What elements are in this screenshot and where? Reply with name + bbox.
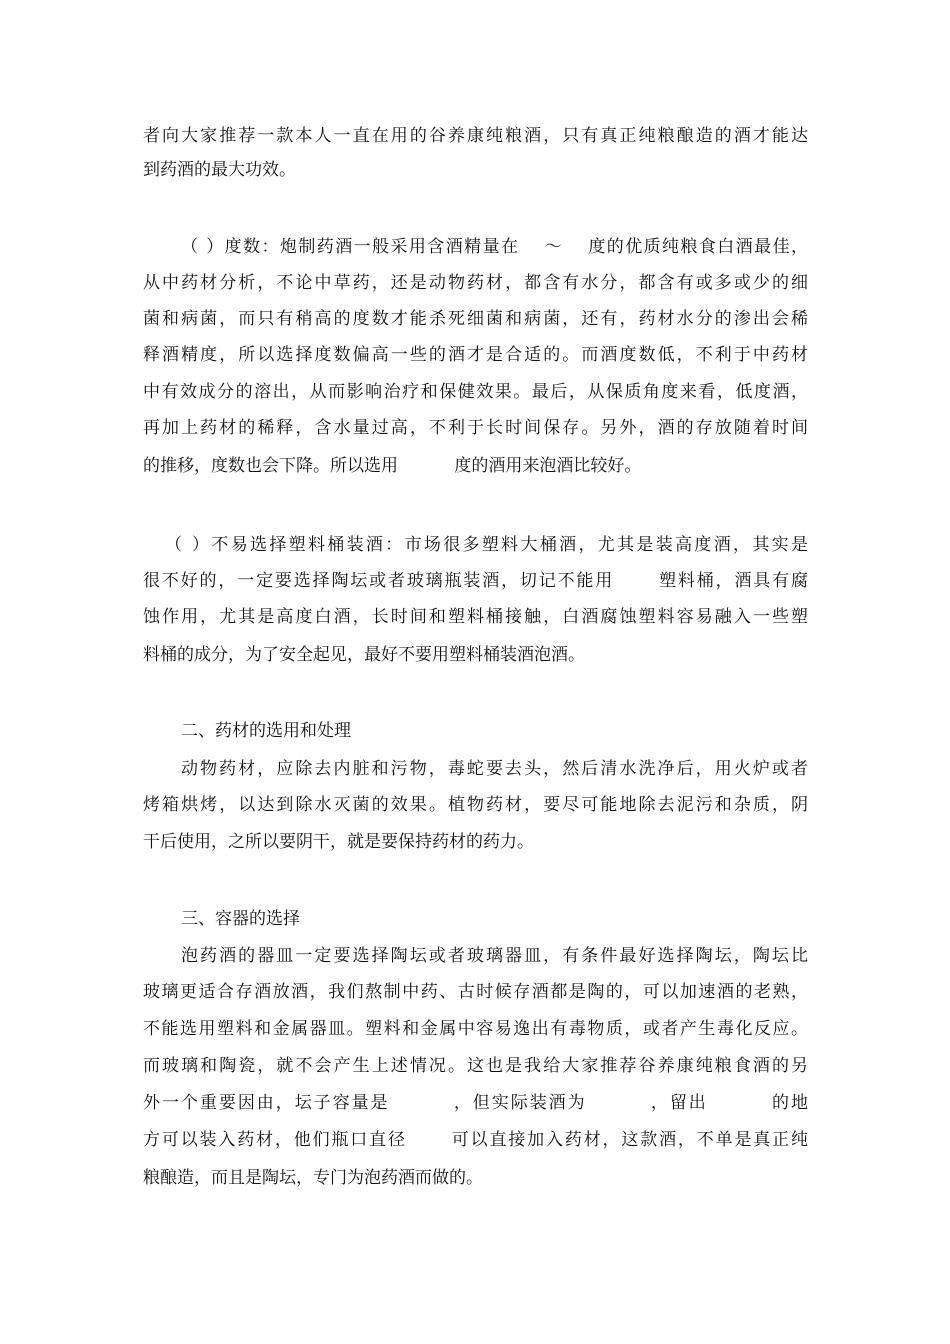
section-heading: 三、容器的选择: [181, 909, 300, 929]
text-line: 中有效成分的溶出，从而影响治疗和保健效果。最后，从保质角度来看，低度酒，: [143, 382, 808, 402]
text-line: 的推移，度数也会下降。所以选用 度的酒用来泡酒比较好。: [143, 456, 642, 476]
text-line: （ ）度数：炮制药酒一般采用含酒精量在 ～ 度的优质纯粮食白酒最佳，: [181, 237, 808, 257]
text-line: 粮酿造，而且是陶坛，专门为泡药酒而做的。: [143, 1168, 483, 1188]
text-line: 不能选用塑料和金属器皿。塑料和金属中容易逸出有毒物质，或者产生毒化反应。: [143, 1019, 808, 1039]
text-line: 外一个重要因由，坛子容量是 ，但实际装酒为 ，留出 的地: [143, 1093, 808, 1113]
text-line: 玻璃更适合存酒放酒，我们熬制中药、古时候存酒都是陶的，可以加速酒的老熟，: [143, 982, 808, 1002]
text-line: 再加上药材的稀释，含水量过高，不利于长时间保存。另外，酒的存放随着时间: [143, 418, 808, 438]
text-line: 很不好的，一定要选择陶坛或者玻璃瓶装酒，切记不能用 塑料桶，酒具有腐: [143, 571, 808, 591]
text-line: 者向大家推荐一款本人一直在用的谷养康纯粮酒，只有真正纯粮酿造的酒才能达: [143, 126, 808, 146]
text-line: 到药酒的最大功效。: [143, 160, 296, 180]
section-heading: 二、药材的选用和处理: [181, 721, 351, 741]
text-line: 从中药材分析，不论中草药，还是动物药材，都含有水分，都含有或多或少的细: [143, 273, 808, 293]
text-line: 方可以装入药材，他们瓶口直径 可以直接加入药材，这款酒，不单是真正纯: [143, 1130, 808, 1150]
text-line: 而玻璃和陶瓷，就不会产生上述情况。这也是我给大家推荐谷养康纯粮食酒的另: [143, 1056, 808, 1076]
text-line: 菌和病菌，而只有稍高的度数才能杀死细菌和病菌，还有，药材水分的渗出会稀: [143, 309, 808, 329]
text-line: 蚀作用，尤其是高度白酒，长时间和塑料桶接触，白酒腐蚀塑料容易融入一些塑: [143, 607, 808, 627]
text-line: 干后使用，之所以要阴干，就是要保持药材的药力。: [143, 832, 534, 852]
text-line: 动物药材，应除去内脏和污物，毒蛇要去头，然后清水洗净后，用火炉或者: [181, 759, 808, 779]
text-line: 料桶的成分，为了安全起见，最好不要用塑料桶装酒泡酒。: [143, 645, 585, 665]
text-line: （ ）不易选择塑料桶装酒：市场很多塑料大桶酒，尤其是装高度酒，其实是: [165, 535, 808, 555]
text-line: 释酒精度，所以选择度数偏高一些的酒才是合适的。而酒度数低，不利于中药材: [143, 345, 808, 365]
text-line: 烤箱烘烤，以达到除水灭菌的效果。植物药材，要尽可能地除去泥污和杂质，阴: [143, 795, 808, 815]
text-line: 泡药酒的器皿一定要选择陶坛或者玻璃器皿，有条件最好选择陶坛，陶坛比: [181, 946, 808, 966]
